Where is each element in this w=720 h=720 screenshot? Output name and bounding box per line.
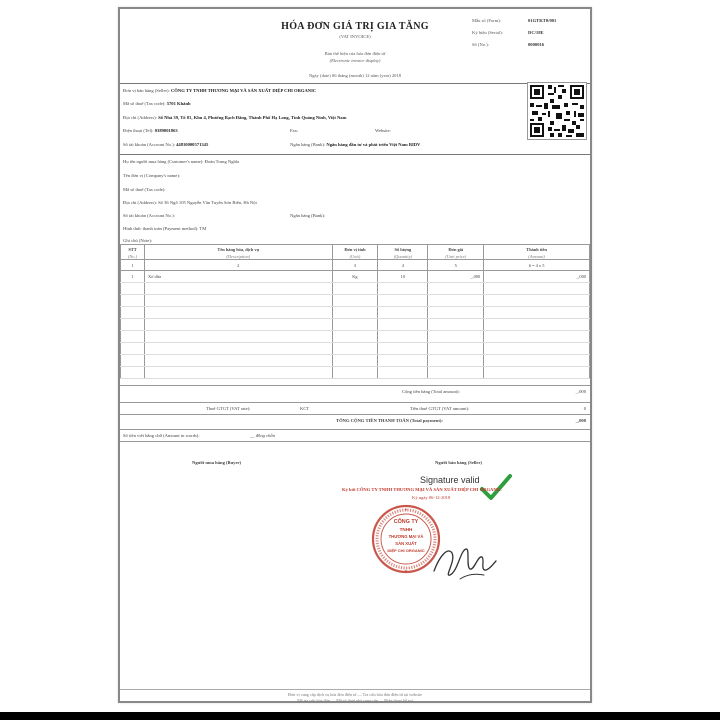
subtotal-value: _,000 [575, 389, 586, 394]
buyer-bank-label: Ngân hàng (Bank): [290, 213, 326, 218]
table-header-row [121, 245, 590, 254]
row-amount: _,000 [484, 271, 590, 283]
buyer-payment: TM [199, 226, 207, 231]
stamp-line: DIỆP CHI ORGANIC [387, 548, 425, 553]
seller-name: CÔNG TY TNHH THƯƠNG MẠI VÀ SẢN XUẤT DIỆP CHI ORGANIC [170, 88, 317, 93]
stamp-line: TNHH [399, 527, 413, 532]
seller-name-row [123, 88, 316, 93]
table-blank-row [121, 343, 590, 355]
header-unit-price-en: (Unit price) [428, 253, 484, 260]
grand-total-value: _,000 [575, 418, 586, 423]
index-cell: 2 [144, 260, 332, 271]
header-unit-en: (Unit) [332, 253, 378, 260]
amount-in-words-row [120, 429, 590, 442]
header-no: STT [121, 245, 145, 254]
buyer-payment-row [123, 226, 206, 231]
footer-divider [120, 689, 590, 690]
in-words-label: Số tiền viết bằng chữ (Amount in words): [123, 433, 200, 438]
vat-amount-label: Tiền thuế GTGT (VAT amount): [410, 406, 470, 411]
footer-line-1: Đơn vị cung cấp dịch vụ hóa đơn điện tử — Tra cứu hóa đơn điện tử tại website [288, 692, 422, 697]
seller-phone-label: Điện thoại (Tel): [123, 128, 154, 133]
serial-label: Ký hiệu (Serial): [472, 30, 503, 35]
index-cell: 5 [428, 260, 484, 271]
stamp-line: SẢN XUẤT [395, 541, 417, 546]
svg-text:★: ★ [404, 507, 408, 512]
row-unit-price: _,000 [428, 271, 484, 283]
seller-tax: 5701 Khánh [166, 101, 191, 106]
form-label: Mẫu số (Form): [472, 18, 502, 23]
buyer-note-label: Ghi chú (Note): [123, 238, 153, 243]
table-blank-row [121, 283, 590, 295]
seller-tax-row [123, 101, 191, 106]
vat-rate-label: Thuế GTGT (VAT rate): [206, 406, 251, 411]
invoice-document [118, 7, 592, 703]
vat-rate-value: KCT [300, 406, 310, 411]
signed-date-text: Ký ngày 06-12-2018 [412, 495, 451, 500]
table-blank-row [121, 367, 590, 379]
header-amount-en: (Amount) [484, 253, 590, 260]
table-index-row [121, 260, 590, 271]
grand-total-label: TỔNG CỘNG TIỀN THANH TOÁN (Total payment): [336, 418, 443, 423]
buyer-name-label: Họ tên người mua hàng (Customer's name): [123, 159, 204, 164]
header-amount: Thành tiền [484, 245, 590, 254]
signature-valid-text: Signature valid [420, 475, 480, 485]
invoice-title: HÓA ĐƠN GIÁ TRỊ GIA TĂNG [281, 21, 429, 32]
seller-account-label: Số tài khoản (Account No.): [123, 142, 175, 147]
handwritten-signature [430, 537, 500, 585]
header-quantity-en: (Quantity) [378, 253, 428, 260]
vat-amount-value: 0 [583, 406, 586, 411]
index-cell: 4 [378, 260, 428, 271]
seller-bank-row [290, 142, 420, 147]
seller-fax-label: Fax: [290, 128, 299, 133]
stamp-line: THƯƠNG MẠI VÀ [388, 534, 424, 539]
electronic-note-en: (Electronic invoice display) [329, 58, 381, 63]
seller-address-row [123, 115, 346, 120]
seller-website-label: Website: [375, 128, 391, 133]
buyer-account-label: Số tài khoản (Account No.): [123, 213, 175, 218]
index-cell: 1 [121, 260, 145, 271]
header-no-en: (No.) [121, 253, 145, 260]
bottom-bar [0, 712, 720, 720]
seller-phone-row [123, 128, 178, 133]
header-divider [120, 83, 590, 84]
invoice-title-en: (VAT INVOICE) [339, 34, 371, 39]
table-row [121, 271, 590, 283]
header-unit: Đơn vị tính [332, 245, 378, 254]
seller-account-row [123, 142, 208, 147]
subtotal-row [120, 385, 590, 397]
index-cell: 3 [332, 260, 378, 271]
svg-text:★: ★ [404, 569, 408, 573]
seller-account: 44810000571345 [176, 142, 209, 147]
seller-divider [120, 154, 590, 155]
header-description-en: (Description) [144, 253, 332, 260]
stamp-line: CÔNG TY [393, 519, 419, 525]
form-value: 01GTKT0/001 [528, 18, 557, 23]
signed-by-text: Ký bởi CÔNG TY TNHH THƯƠNG MẠI VÀ SẢN XUẤT DIỆP CHI ORGANIC [342, 487, 502, 492]
table-blank-row [121, 319, 590, 331]
footer-line-2: Mã tra cứu hóa đơn — Mã số thuế nhà cung cấp — Điện thoại hỗ trợ [297, 698, 413, 703]
buyer-address-row [123, 200, 257, 205]
buyer-tax-label: Mã số thuế (Tax code): [123, 187, 166, 192]
buyer-name: Đoàn Trung Nghĩa [204, 159, 240, 164]
table-blank-row [121, 295, 590, 307]
number-label: Số (No.): [472, 42, 490, 47]
table-blank-row [121, 355, 590, 367]
number-value: 0000016 [528, 42, 545, 47]
seller-address-label: Địa chỉ (Address): [123, 115, 157, 120]
seller-bank-label: Ngân hàng (Bank): [290, 142, 326, 147]
qr-code [527, 82, 587, 140]
seller-bank: Ngân hàng đầu tư và phát triển Việt Nam BIDV [326, 142, 421, 147]
buyer-signature-label: Người mua hàng (Buyer) [192, 460, 242, 465]
row-description: Xơ dừa [144, 271, 332, 283]
in-words-value: __ đồng chẵn [250, 433, 276, 438]
buyer-name-row [123, 159, 239, 164]
buyer-address: Số 36 Ngõ 105 Nguyễn Văn Tuyên Sơn Biên, Hà Nội [158, 200, 257, 205]
serial-value: DC/18E [528, 30, 544, 35]
header-unit-price: Đơn giá [428, 245, 484, 254]
seller-tax-label: Mã số thuế (Tax code): [123, 101, 166, 106]
seller-name-label: Đơn vị bán hàng (Seller): [123, 88, 170, 93]
vat-row [120, 402, 590, 414]
buyer-company-label: Tên đơn vị (Company's name): [123, 173, 181, 178]
buyer-payment-label: Hình thức thanh toán (Payment method): [123, 226, 199, 231]
seller-address: Số Nhà 39, Tổ 81, Khu 4, Phường Bạch Đằng, Thành Phố Hạ Long, Tỉnh Quảng Ninh, Việt Nam [158, 115, 347, 120]
row-no: 1 [121, 271, 145, 283]
electronic-note: Bản thể hiện của hóa đơn điện tử [324, 51, 386, 56]
header-quantity: Số lượng [378, 245, 428, 254]
items-table [120, 244, 590, 379]
buyer-address-label: Địa chỉ (Address): [123, 200, 157, 205]
seller-signature-label: Người bán hàng (Seller) [435, 460, 483, 465]
index-cell: 6 = 4 x 5 [484, 260, 590, 271]
table-blank-row [121, 307, 590, 319]
seller-phone: 0389001863 [154, 128, 178, 133]
row-quantity: 10 [378, 271, 428, 283]
row-unit: Kg [332, 271, 378, 283]
invoice-date: Ngày (date) 06 tháng (month) 12 năm (year) 2018 [308, 73, 402, 78]
subtotal-label: Cộng tiền hàng (Total amount): [402, 389, 460, 394]
table-blank-row [121, 331, 590, 343]
header-description: Tên hàng hóa, dịch vụ [144, 245, 332, 254]
grand-total-row [120, 414, 590, 426]
qr-code-icon [528, 83, 586, 139]
